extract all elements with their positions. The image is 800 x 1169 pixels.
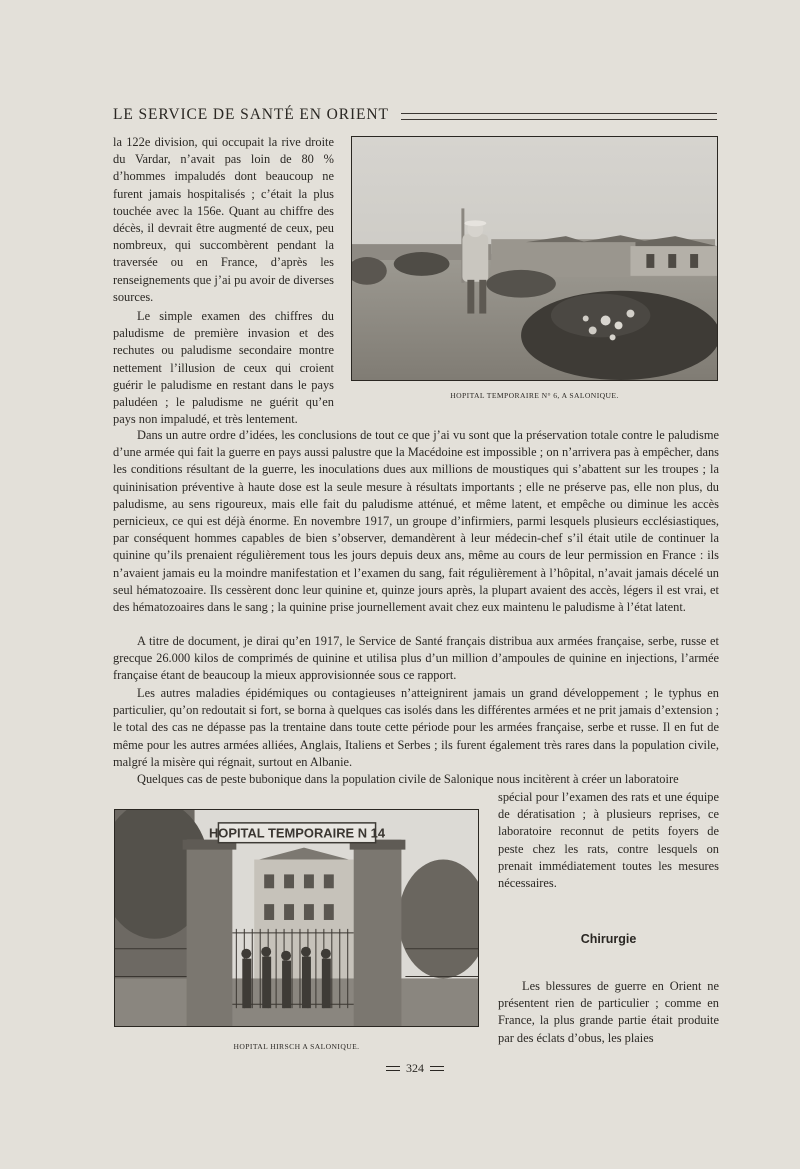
photo-hospital-gate-image — [115, 810, 478, 1026]
header-double-rule — [401, 113, 717, 120]
paragraph-3: Dans un autre ordre d’idées, les conclusions de tout ce que j’ai vu sont que la préservation totale contre le paludisme d’une armée qui fait la guerre en pays aussi palustre que la Macédoine est impossible ; on n’arrivera pas à empêcher, dans les conditions résultant de la guerre, les inoculations dues aux millions de moustiques qui s’abattent sur les troupes ; la quininisation préventive à haute dose est la seule mesure à résultats importants ; elle ne préserve pas, elle non plus, du paludisme, au sens rigoureux, mais elle fait du paludisme atténué, et même latent, et empêche ou diminue les accès pernicieux, ce qui est déjà énorme. En novembre 1917, un groupe d’infirmiers, parmi lesquels plusieurs ecclésiastiques, par conséquent hommes capables de bien s’observer, demandèrent à leur médecin-chef s’il était utile de continuer la quinine qu’ils prenaient régulièrement tous les jours depuis deux ans, même au cours de leur permission en France : ils n’avaient jamais eu la moindre manifestation et l’examen du sang, fait régulièrement à l’hôpital, n’avait jamais décelé un seul hématozoaire. Ils cessèrent donc leur quinine et, quinze jours après, la plupart avaient des accès, légers il est vrai, et des hématozoaires dans le sang ; la quinine prise journellement avait chez eux maintenu le paludisme à l’état latent. — [113, 428, 719, 615]
paragraph-5: Les autres maladies épidémiques ou contagieuses n’atteignirent jamais un grand développement ; le typhus en particulier, qu’on redoutait si fort, se borna à quelques cas isolés dans les différentes armées et ne prit jamais d’extension ; le total des cas ne dépasse pas la trentaine dans toute cette période pour les armées française, serbe et russe. Il en fut de même pour les autres armées alliées, Anglais, Italiens et Serbes ; ils furent également très rares dans la population civile, malgré la misère qui régnait, surtout en Albanie. — [113, 686, 719, 769]
page-number-mark-left — [386, 1066, 400, 1071]
paragraph-4: A titre de document, je dirai qu’en 1917, le Service de Santé français distribua aux armées française, serbe, russe et grecque 26.000 kilos de comprimés de quinine et utilisa plus d’un million d’ampoules de quinine en injections, l’armée française étant de beaucoup la mieux approvisionnée sous ce rapport. — [113, 634, 719, 683]
paragraph-7: Les blessures de guerre en Orient ne présentent rien de particulier ; comme en France, la plus grande partie était produite par des éclats d’obus, les plaies — [498, 979, 719, 1045]
page-number-mark-right — [430, 1066, 444, 1071]
photo-hopital-temporaire-6 — [351, 136, 718, 381]
paragraph-6-line: Quelques cas de peste bubonique dans la population civile de Salonique nous incitèrent à créer un laboratoire — [137, 772, 679, 786]
page-number-text: 324 — [406, 1060, 424, 1075]
paragraph-1: la 122e division, qui occupait la rive droite du Vardar, n’avait pas loin de 80 % d’hommes impaludés dont beaucoup ne furent jamais hospitalisés ; c’était la plus touchée avec la 156e. Quant au chiffre des décès, il devrait être augmenté de ceux, peu nombreux, qui succombèrent pendant la traversée ou en France, d’après les renseignements que j’ai pu avoir de diverses sources. — [113, 135, 334, 304]
section-heading-chirurgie: Chirurgie — [580, 932, 637, 946]
photo-hopital-hirsch — [114, 809, 479, 1027]
photo-caption-2: HOPITAL HIRSCH A SALONIQUE. — [233, 1042, 360, 1051]
gate-sign-text: HOPITAL TEMPORAIRE N 14 — [208, 825, 386, 841]
paragraph-2: Le simple examen des chiffres du paludisme de première invasion et des rechutes ou paludisme secondaire montre nettement l’illusion de ceux qui croient guérir le paludisme en restant dans le pays paludéen ; le paludisme ne guérit qu’en pays non impaludé, et très lentement. — [113, 309, 334, 427]
photo-caption-1: HOPITAL TEMPORAIRE N° 6, A SALONIQUE. — [450, 391, 619, 400]
running-header — [113, 104, 717, 126]
paragraph-6-continued: spécial pour l’examen des rats et une équipe de dératisation ; à plusieurs reprises, ce laboratoire reconnut de petits foyers de peste chez les rats, contre lesquels on prenait immédiatement toutes les mesures nécessaires. — [498, 790, 719, 891]
photo-field-hospital-image — [352, 137, 717, 380]
page-number — [370, 1060, 460, 1076]
header-title: LE SERVICE DE SANTÉ EN ORIENT — [113, 106, 389, 123]
